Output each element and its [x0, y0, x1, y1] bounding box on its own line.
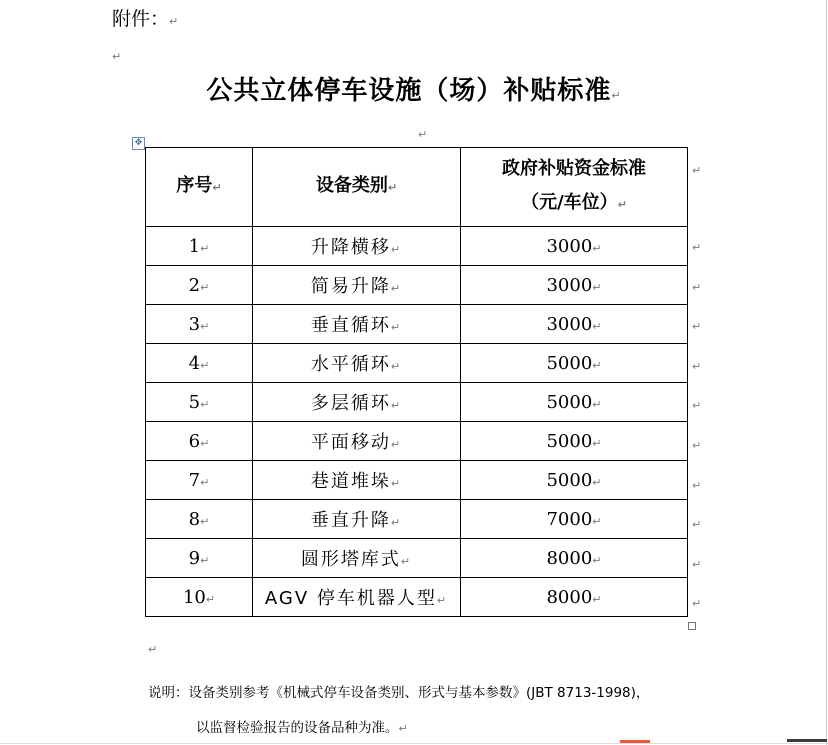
page-edge [826, 0, 827, 745]
row-end-mark-icon: ↵ [692, 597, 702, 611]
annex-text: 附件： [112, 8, 170, 30]
annex-label [112, 4, 178, 31]
table-row [146, 266, 688, 305]
subsidy-amount-cell: 3000↵ [461, 305, 688, 344]
subsidy-table [145, 147, 688, 617]
table-row [146, 578, 688, 617]
row-number-cell: 5↵ [146, 383, 253, 422]
table-row [146, 227, 688, 266]
row-number-cell: 3↵ [146, 305, 253, 344]
subsidy-amount-cell: 5000↵ [461, 383, 688, 422]
header-amount-line1: 政府补贴资金标准 [502, 158, 646, 179]
table-row [146, 383, 688, 422]
header-amount-line2: （元/车位）↵ [521, 192, 627, 213]
equipment-type-cell: 升降横移↵ [253, 227, 461, 266]
equipment-type-cell: 巷道堆垛↵ [253, 461, 461, 500]
row-end-mark-icon: ↵ [692, 439, 702, 452]
header-cell-type: 设备类别↵ [253, 148, 461, 227]
subsidy-amount-cell: 7000↵ [461, 500, 688, 539]
document-title [0, 70, 828, 107]
paragraph-mark-icon: ↵ [169, 15, 179, 28]
subsidy-amount-cell: 5000↵ [461, 461, 688, 500]
equipment-type-cell: 垂直循环↵ [253, 305, 461, 344]
equipment-type-cell: 垂直升降↵ [253, 500, 461, 539]
equipment-type-cell: AGV 停车机器人型↵ [253, 578, 461, 617]
table-row [146, 500, 688, 539]
title-text: 公共立体停车设施（场）补贴标准 [206, 76, 612, 106]
subsidy-amount-cell: 8000↵ [461, 539, 688, 578]
page-edge-bottom [0, 743, 828, 744]
row-number-cell: 8↵ [146, 500, 253, 539]
row-end-mark-icon: ↵ [692, 320, 702, 334]
table-resize-handle[interactable] [688, 622, 696, 630]
table-row [146, 305, 688, 344]
row-number-cell: 1↵ [146, 227, 253, 266]
note-line-1: 说明：设备类别参考《机械式停车设备类别、形式与基本参数》(JBT 8713-1998)， [148, 685, 650, 701]
ink-stroke [620, 740, 650, 743]
table-move-handle-icon[interactable]: ✥ [132, 137, 145, 150]
table-header-row [146, 148, 688, 227]
row-number-cell: 2↵ [146, 266, 253, 305]
paragraph-mark-icon: ↵ [112, 50, 122, 63]
row-end-mark-icon: ↵ [692, 557, 702, 571]
row-number-cell: 7↵ [146, 461, 253, 500]
row-end-mark-icon: ↵ [692, 518, 702, 532]
row-number-cell: 6↵ [146, 422, 253, 461]
note-line-2: 以监督检验报告的设备品种为准。↵ [196, 720, 408, 736]
subsidy-amount-cell: 5000↵ [461, 422, 688, 461]
header-cell-number: 序号↵ [146, 148, 253, 227]
row-end-mark-icon: ↵ [692, 241, 702, 254]
row-end-mark-icon: ↵ [692, 399, 702, 413]
paragraph-mark-icon: ↵ [148, 643, 158, 656]
subsidy-amount-cell: 3000↵ [461, 227, 688, 266]
row-end-mark-icon: ↵ [692, 164, 702, 177]
row-end-mark-icon: ↵ [692, 478, 702, 492]
equipment-type-cell: 简易升降↵ [253, 266, 461, 305]
equipment-type-cell: 多层循环↵ [253, 383, 461, 422]
subsidy-amount-cell: 3000↵ [461, 266, 688, 305]
ink-stroke [787, 739, 827, 742]
subsidy-amount-cell: 8000↵ [461, 578, 688, 617]
paragraph-mark-icon: ↵ [611, 89, 622, 102]
equipment-type-cell: 水平循环↵ [253, 344, 461, 383]
subsidy-amount-cell: 5000↵ [461, 344, 688, 383]
table-row [146, 539, 688, 578]
equipment-type-cell: 平面移动↵ [253, 422, 461, 461]
row-number-cell: 4↵ [146, 344, 253, 383]
paragraph-mark-icon: ↵ [418, 128, 428, 141]
row-number-cell: 9↵ [146, 539, 253, 578]
row-end-mark-icon: ↵ [692, 280, 702, 294]
table-row [146, 461, 688, 500]
row-number-cell: 10↵ [146, 578, 253, 617]
equipment-type-cell: 圆形塔库式↵ [253, 539, 461, 578]
table-row [146, 422, 688, 461]
row-end-mark-icon: ↵ [692, 359, 702, 373]
table-row [146, 344, 688, 383]
header-cell-amount [461, 148, 688, 227]
